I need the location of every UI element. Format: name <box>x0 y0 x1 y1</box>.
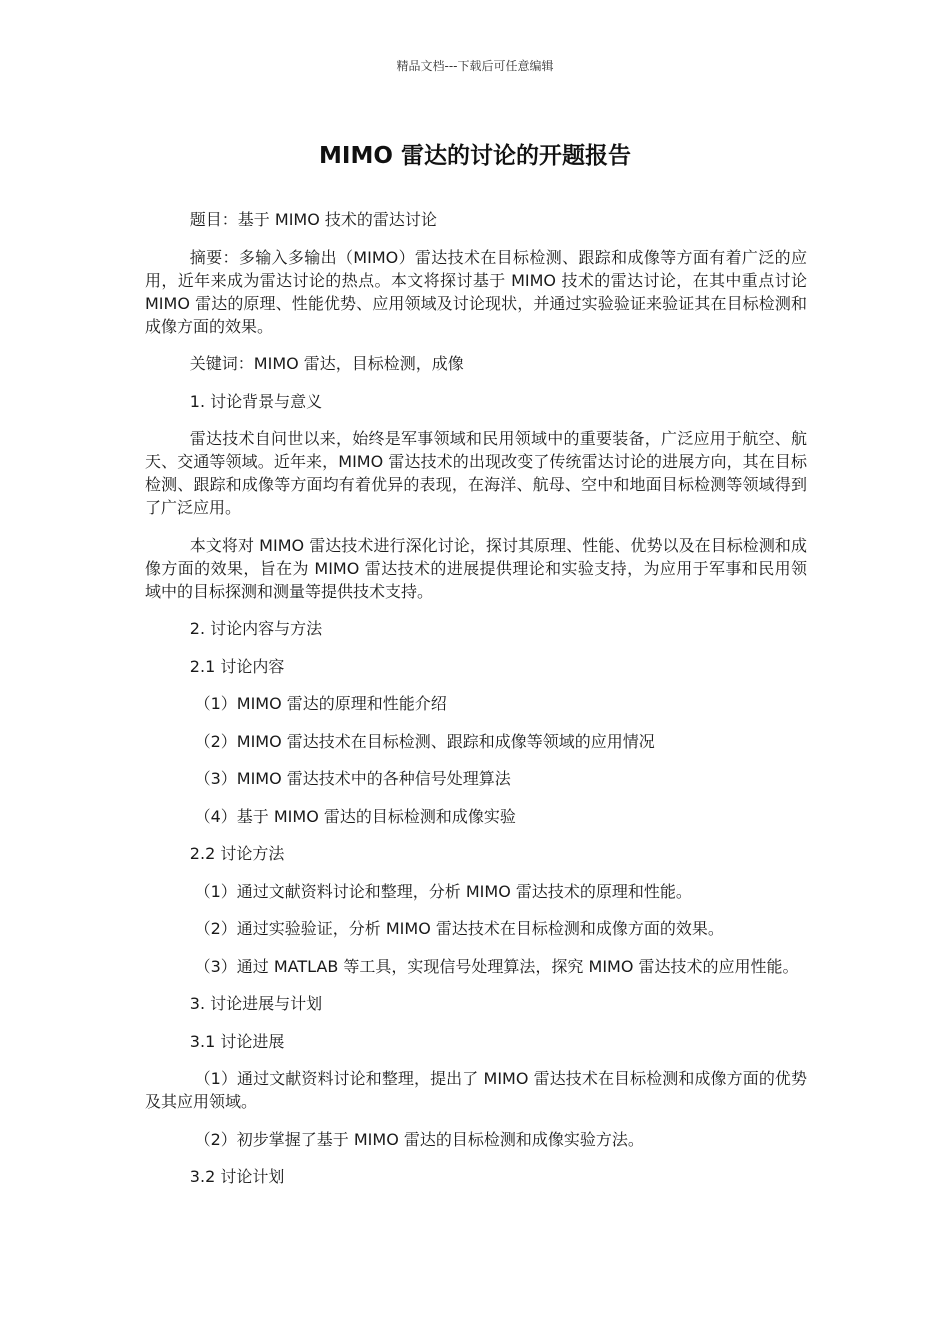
list-item: （1）MIMO 雷达的原理和性能介绍 <box>194 694 447 713</box>
list-item: （4）基于 MIMO 雷达的目标检测和成像实验 <box>194 806 516 826</box>
document-title: MIMO 雷达的讨论的开题报告 <box>319 143 631 169</box>
paragraph: 摘要：多输入多输出（MIMO）雷达技术在目标检测、跟踪和成像等方面有着广泛的应用，近年来成为雷达讨论的热点。本文将探讨基于 MIMO 技术的雷达讨论，在其中重点讨论 MIMO 雷达的原理、性能优势、应用领域及讨论现状，并通过实验验证来验证其在目标检测和成像方面的效果。 <box>145 247 807 336</box>
list-item: （2）MIMO 雷达技术在目标检测、跟踪和成像等领域的应用情况 <box>194 731 655 751</box>
paragraph: 2.1 讨论内容 <box>189 656 285 676</box>
paragraph: 3.1 讨论进展 <box>189 1031 285 1051</box>
document-body <box>145 208 807 1203</box>
list-item: （1）通过文献资料讨论和整理，提出了 MIMO 雷达技术在目标检测和成像方面的优势及其应用领域。 <box>145 1069 807 1111</box>
paragraph: 3.2 讨论计划 <box>189 1167 285 1186</box>
paragraph: 2.2 讨论方法 <box>189 844 285 863</box>
page-header: 精品文档---下载后可任意编辑 <box>396 59 554 73</box>
list-item: （3）通过 MATLAB 等工具，实现信号处理算法，探究 MIMO 雷达技术的应用性能。 <box>194 956 799 976</box>
paragraph: 雷达技术自问世以来，始终是军事领域和民用领域中的重要装备，广泛应用于航空、航天、交通等领域。近年来，MIMO 雷达技术的出现改变了传统雷达讨论的进展方向，其在目标检测、跟踪和成像等方面均有着优异的表现，在海洋、航母、空中和地面目标检测等领域得到了广泛应用。 <box>145 429 807 517</box>
list-item: （2）初步掌握了基于 MIMO 雷达的目标检测和成像实验方法。 <box>194 1129 644 1149</box>
paragraph: 关键词：MIMO 雷达，目标检测，成像 <box>189 354 464 373</box>
paragraph: 题目：基于 MIMO 技术的雷达讨论 <box>189 210 437 229</box>
paragraph: 3. 讨论进展与计划 <box>189 994 323 1013</box>
paragraph: 2. 讨论内容与方法 <box>189 619 323 638</box>
list-item: （3）MIMO 雷达技术中的各种信号处理算法 <box>194 769 511 788</box>
list-item: （1）通过文献资料讨论和整理，分析 MIMO 雷达技术的原理和性能。 <box>194 881 692 901</box>
paragraph: 本文将对 MIMO 雷达技术进行深化讨论，探讨其原理、性能、优势以及在目标检测和成像方面的效果，旨在为 MIMO 雷达技术的进展提供理论和实验支持，为应用于军事和民用领域中的目标探测和测量等提供技术支持。 <box>145 535 807 601</box>
paragraph: 1. 讨论背景与意义 <box>189 391 323 411</box>
list-item: （2）通过实验验证，分析 MIMO 雷达技术在目标检测和成像方面的效果。 <box>194 919 724 938</box>
